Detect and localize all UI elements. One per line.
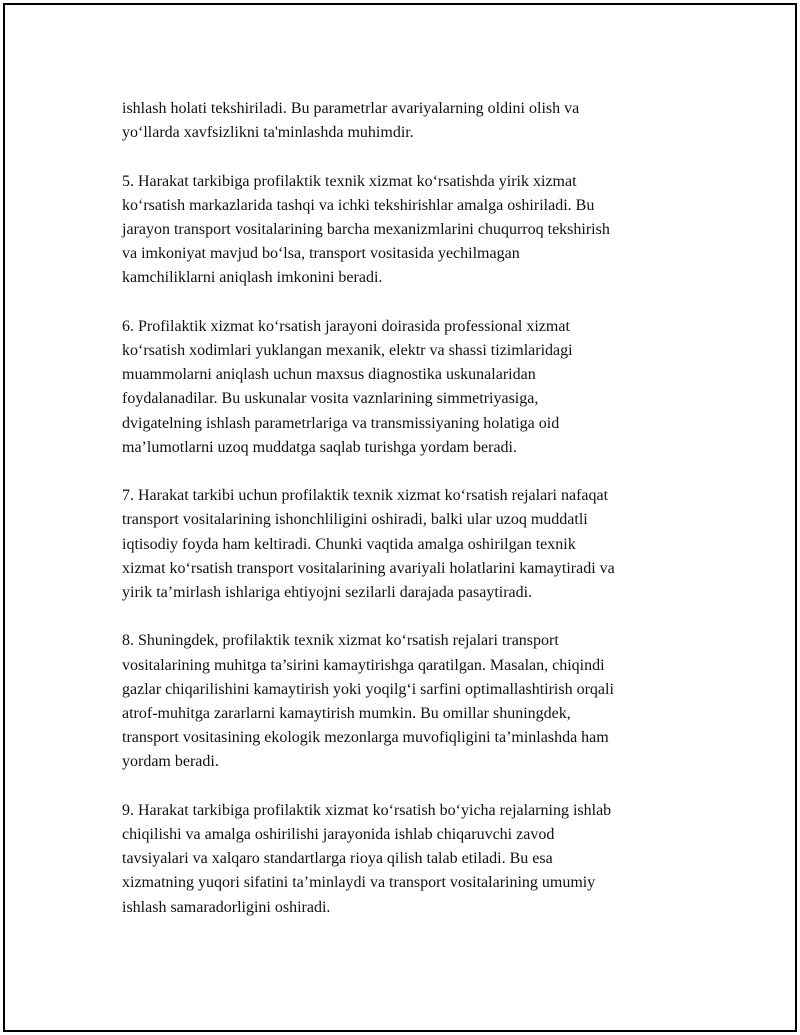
text-line: ishlash holati tekshiriladi. Bu parametrlar avariyalarning oldini olish va (122, 100, 580, 117)
paragraph-9 (122, 799, 712, 920)
text-line: muammolarni aniqlash uchun maxsus diagnostika uskunalaridan (122, 366, 536, 384)
paragraph-gap (122, 145, 712, 169)
text-line: 7. Harakat tarkibi uchun profilaktik texnik xizmat ko‘rsatish rejalari nafaqat (122, 487, 609, 505)
text-line: xizmat ko‘rsatish transport vositalarining avariyali holatlarini kamaytiradi va (122, 559, 615, 577)
paragraph-5 (122, 170, 712, 291)
text-line: 5. Harakat tarkibiga profilaktik texnik xizmat ko‘rsatishda yirik xizmat (122, 172, 577, 190)
text-line: 9. Harakat tarkibiga profilaktik xizmat ko‘rsatish bo‘yicha rejalarning ishlab (122, 801, 612, 819)
text-line: foydalanadilar. Bu uskunalar vosita vaznlarining simmetriyasiga, (122, 390, 539, 408)
text-line: dvigatelning ishlash parametrlariga va transmissiyaning holatiga oid (122, 414, 560, 432)
text-line: transport vositasining ekologik mezonlarga muvofiqligini ta’minlashda ham (122, 729, 609, 747)
text-line: vositalarining muhitga ta’sirini kamaytirishga qaratilgan. Masalan, chiqindi (122, 656, 605, 674)
text-line: va imkoniyat mavjud bo‘lsa, transport vositasida yechilmagan (122, 245, 520, 263)
text-line: chiqilishi va amalga oshirilishi jarayonida ishlab chiqaruvchi zavod (122, 826, 555, 844)
text-line: atrof-muhitga zararlarni kamaytirish mumkin. Bu omillar shuningdek, (122, 705, 571, 723)
paragraph-7 (122, 484, 712, 605)
text-line: ishlash samaradorligini oshiradi. (122, 898, 331, 916)
text-line: kamchiliklarni aniqlash imkonini beradi. (122, 269, 383, 287)
text-line: yo‘llarda xavfsizlikni ta'minlashda muhimdir. (122, 124, 414, 142)
text-line: transport vositalarining ishonchliligini oshiradi, balki ular uzoq muddatli (122, 511, 588, 529)
text-line: 6. Profilaktik xizmat ko‘rsatish jarayoni doirasida professional xizmat (122, 317, 570, 335)
paragraph-8 (122, 629, 712, 774)
paragraph-gap (122, 291, 712, 315)
text-line: gazlar chiqarilishini kamaytirish yoki yoqilg‘i sarfini optimallashtirish orqali (122, 680, 614, 698)
text-line: iqtisodiy foyda ham keltiradi. Chunki vaqtida amalga oshirilgan texnik (122, 535, 576, 553)
text-line: ma’lumotlarni uzoq muddatga saqlab turishga yordam beradi. (122, 438, 517, 456)
text-line: 8. Shuningdek, profilaktik texnik xizmat ko‘rsatish rejalari transport (122, 632, 559, 650)
document-body (122, 97, 712, 920)
paragraph-6 (122, 315, 712, 460)
text-line: yirik ta’mirlash ishlariga ehtiyojni sezilarli darajada pasaytiradi. (122, 584, 533, 602)
text-line: ko‘rsatish markazlarida tashqi va ichki tekshirishlar amalga oshiriladi. Bu (122, 196, 595, 214)
text-line: jarayon transport vositalarining barcha mexanizmlarini chuqurroq tekshirish (122, 221, 610, 238)
document-page (3, 3, 797, 1032)
paragraph-gap (122, 605, 712, 629)
text-line: xizmatning yuqori sifatini ta’minlaydi va transport vositalarining umumiy (122, 874, 596, 892)
text-line: ko‘rsatish xodimlari yuklangan mexanik, elektr va shassi tizimlaridagi (122, 342, 573, 359)
text-line: tavsiyalari va xalqaro standartlarga rioya qilish talab etiladi. Bu esa (122, 850, 553, 868)
paragraph-gap (122, 460, 712, 484)
paragraph-continuation (122, 97, 712, 145)
paragraph-gap (122, 775, 712, 799)
text-line: yordam beradi. (122, 753, 219, 771)
